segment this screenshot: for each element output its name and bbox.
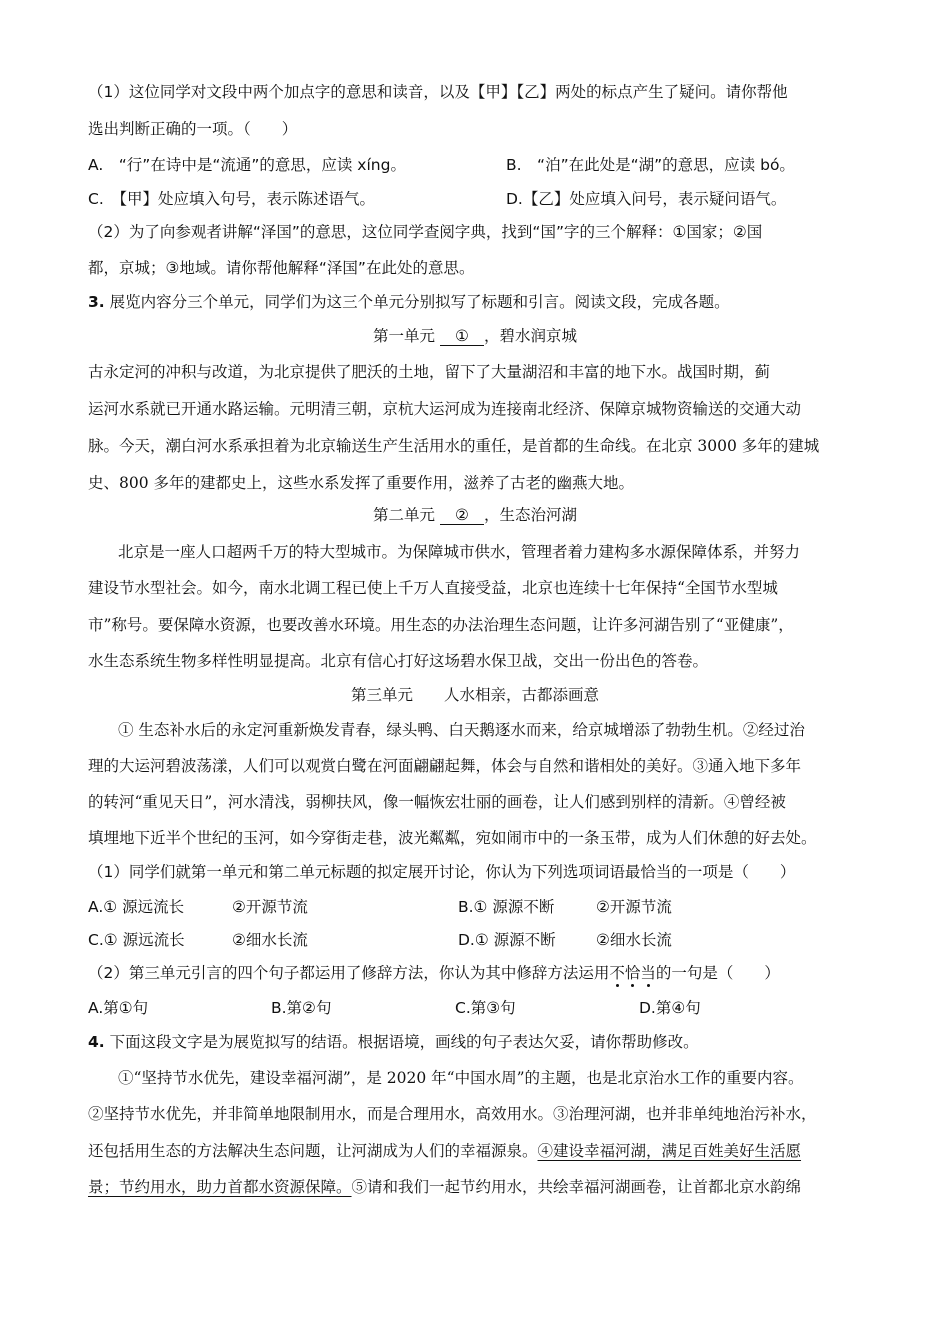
unit3-para-line: ① 生态补水后的永定河重新焕发青春，绿头鸭、白天鹅逐水而来，给京城增添了勃勃生机。②经过治 bbox=[118, 721, 805, 739]
unit2-para-line: 建设节水型社会。如今，南水北调工程已使上千万人直接受益，北京也连续十七年保持“全国节水型城 bbox=[88, 579, 778, 597]
unit2-blank: ② bbox=[440, 507, 484, 525]
unit1-para-line: 运河水系就已开通水路运输。元明清三朝，京杭大运河成为连接南北经济、保障京城物资输送的交通大动 bbox=[88, 400, 802, 418]
emphasis-char: 不 bbox=[609, 964, 625, 982]
unit2-title bbox=[0, 503, 950, 525]
q2-option-c: C. 【甲】处应填入句号，表示陈述语气。 bbox=[88, 190, 376, 208]
unit2-para-line: 北京是一座人口超两千万的特大型城市。为保障城市供水，管理者着力建构多水源保障体系，并努力 bbox=[118, 543, 801, 561]
unit1-blank: ① bbox=[440, 328, 484, 346]
q3-sub2-option-c: C.第③句 bbox=[455, 999, 516, 1017]
unit3-para-line: 的转河“重见天日”，河水清浅，弱柳扶风，像一幅恢宏壮丽的画卷，让人们感到别样的清新。④曾经被 bbox=[88, 793, 786, 811]
q4-line3-text: 还包括用生态的方法解决生态问题，让河湖成为人们的幸福源泉。 bbox=[88, 1142, 538, 1160]
unit3-para-line: 理的大运河碧波荡漾，人们可以观赏白鹭在河面翩翩起舞，体会与自然和谐相处的美好。③通入地下多年 bbox=[88, 757, 802, 775]
q3-sub1-option-b bbox=[458, 895, 672, 917]
unit1-para-line: 古永定河的冲积与改道，为北京提供了肥沃的土地，留下了大量湖沼和丰富的地下水。战国时期，蓟 bbox=[88, 363, 771, 381]
option-text: A.① 源远流长 bbox=[88, 898, 185, 916]
q4-intro bbox=[88, 1030, 699, 1052]
q2-option-d: D.【乙】处应填入问号，表示疑问语气。 bbox=[506, 190, 787, 208]
option-text: C.① 源远流长 bbox=[88, 931, 185, 949]
q3-sub1-option-d bbox=[458, 928, 672, 950]
q3-intro bbox=[88, 290, 730, 312]
option-text: ②细水长流 bbox=[232, 931, 308, 949]
unit2-para-line: 水生态系统生物多样性明显提高。北京有信心打好这场碧水保卫战，交出一份出色的答卷。 bbox=[88, 652, 709, 670]
q3-intro-text: 展览内容分三个单元，同学们为这三个单元分别拟写了标题和引言。阅读文段，完成各题。 bbox=[109, 293, 730, 311]
option-text: D.① 源源不断 bbox=[458, 931, 556, 949]
emphasis-char: 当 bbox=[640, 964, 656, 982]
unit2-para-line: 市”称号。要保障水资源，也要改善水环境。用生态的办法治理生态问题，让许多河湖告别了“亚健康”， bbox=[88, 616, 794, 634]
q2-sub1-line1: （1）这位同学对文段中两个加点字的意思和读音，以及【甲】【乙】两处的标点产生了疑问。请你帮他 bbox=[88, 83, 788, 101]
option-text: B.① 源源不断 bbox=[458, 898, 555, 916]
unit1-prefix: 第一单元 bbox=[373, 327, 436, 345]
q3-sub1-option-c bbox=[88, 928, 308, 950]
unit2-suffix: ，生态治河湖 bbox=[483, 506, 577, 524]
option-text: ②开源节流 bbox=[232, 898, 308, 916]
q4-line bbox=[88, 1139, 801, 1161]
q3-sub1: （1）同学们就第一单元和第二单元标题的拟定展开讨论，你认为下列选项词语最恰当的一项是（ ） bbox=[88, 863, 796, 881]
q2-option-a: A. “行”在诗中是“流通”的意思，应读 xíng。 bbox=[88, 156, 406, 174]
q3-sub1-option-a bbox=[88, 895, 308, 917]
q4-intro-text: 下面这段文字是为展览拟写的结语。根据语境，画线的句子表达欠妥，请你帮助修改。 bbox=[109, 1033, 699, 1051]
unit1-para-line: 脉。今天，潮白河水系承担着为北京输送生产生活用水的重任，是首都的生命线。在北京 3000 多年的建城 bbox=[88, 437, 820, 455]
option-text: ②开源节流 bbox=[596, 898, 672, 916]
q2-option-b: B. “泊”在此处是“湖”的意思，应读 bó。 bbox=[506, 156, 795, 174]
q3-sub2-option-b: B.第②句 bbox=[271, 999, 332, 1017]
q3-sub2-emphasis bbox=[609, 964, 656, 982]
q3-sub2 bbox=[88, 961, 780, 983]
q3-number: 3. bbox=[88, 293, 105, 311]
option-text: ②细水长流 bbox=[596, 931, 672, 949]
q4-line: ②坚持节水优先，并非简单地限制用水，而是合理用水，高效用水。③治理河湖，也并非单纯地治污补水， bbox=[88, 1105, 817, 1123]
unit3-title: 第三单元 人水相亲，古都添画意 bbox=[350, 686, 599, 704]
unit3-para-line: 填埋地下近半个世纪的玉河，如今穿街走巷，波光粼粼，宛如闹市中的一条玉带，成为人们休憩的好去处。 bbox=[88, 829, 817, 847]
q3-sub2-pre: （2）第三单元引言的四个句子都运用了修辞方法，你认为其中修辞方法运用 bbox=[88, 964, 610, 982]
q4-line bbox=[88, 1175, 801, 1197]
q2-sub2-line1: （2）为了向参观者讲解“泽国”的意思，这位同学查阅字典，找到“国”字的三个解释：①国家；②国 bbox=[88, 223, 763, 241]
unit2-prefix: 第二单元 bbox=[373, 506, 436, 524]
q3-sub2-option-a: A.第①句 bbox=[88, 999, 149, 1017]
unit1-title bbox=[0, 324, 950, 346]
unit1-suffix: ，碧水润京城 bbox=[483, 327, 577, 345]
q4-line: ①“坚持节水优先，建设幸福河湖”，是 2020 年“中国水周”的主题，也是北京治水工作的重要内容。 bbox=[118, 1069, 804, 1087]
q4-line4-text: ⑤请和我们一起节约用水，共绘幸福河湖画卷，让首都北京水韵绵 bbox=[351, 1178, 802, 1196]
emphasis-char: 恰 bbox=[624, 964, 641, 982]
q3-sub2-post: 的一句是（ ） bbox=[655, 964, 780, 982]
unit1-para-line: 史、800 多年的建都史上，这些水系发挥了重要作用，滋养了古老的幽燕大地。 bbox=[88, 474, 635, 492]
q2-sub1-line2: 选出判断正确的一项。（ ） bbox=[88, 120, 298, 138]
q3-sub2-option-d: D.第④句 bbox=[639, 999, 701, 1017]
q4-number: 4. bbox=[88, 1033, 105, 1051]
q2-sub2-line2: 都，京城；③地域。请你帮他解释“泽国”在此处的意思。 bbox=[88, 259, 475, 277]
q4-underlined-sentence: 景；节约用水，助力首都水资源保障。 bbox=[88, 1178, 352, 1196]
q4-underlined-sentence: ④建设幸福河湖，满足百姓美好生活愿 bbox=[537, 1142, 802, 1160]
